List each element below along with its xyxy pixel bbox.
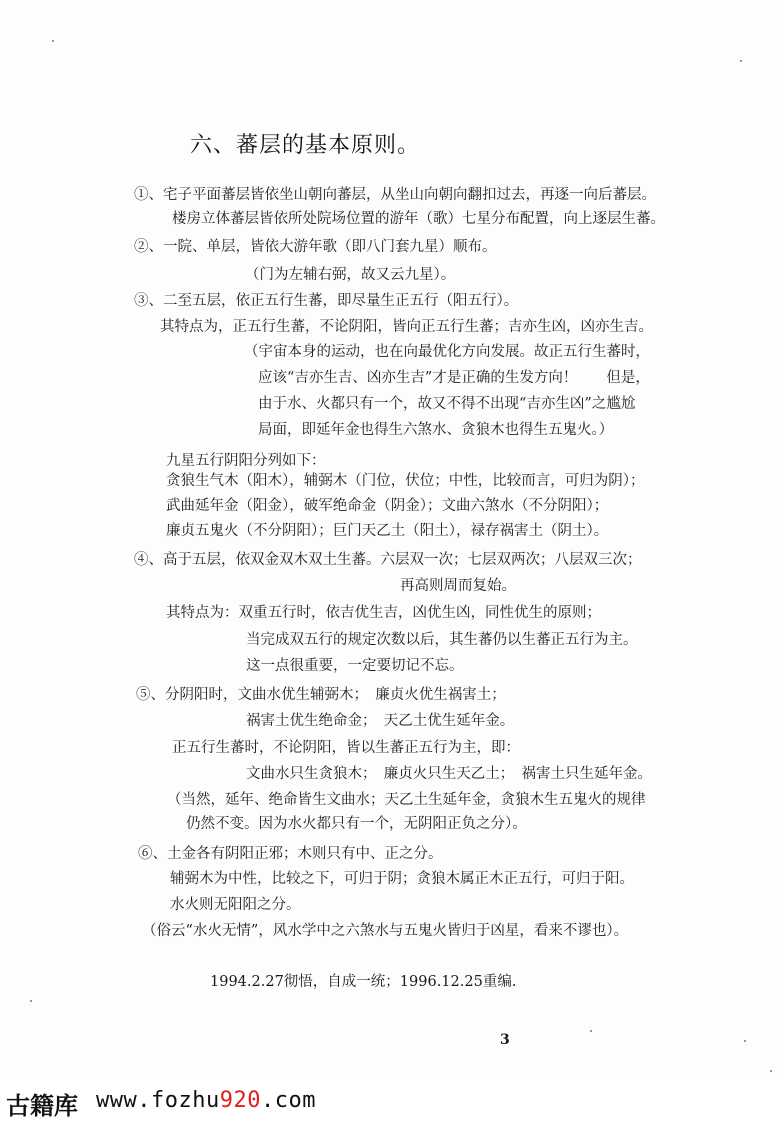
watermark-url-prefix: www.fozhu <box>96 1088 220 1113</box>
text-line: 其特点为：双重五行时，依吉优生吉，凶优生凶，同性优生的原则； <box>166 605 601 621</box>
text-line: ③、二至五层，依正五行生蕃，即尽量生正五行（阳五行）。 <box>134 293 519 309</box>
text-line: 仍然不变。因为水火都只有一个，无阴阳正负之分）。 <box>186 816 527 832</box>
text-line: 廉贞五鬼火（不分阴阳）；巨门天乙土（阳土），禄存祸害土（阴土）。 <box>166 523 609 539</box>
scan-speck <box>52 40 54 42</box>
text-line: 九星五行阴阳分列如下： <box>166 453 326 469</box>
watermark-url-suffix: .com <box>260 1088 316 1113</box>
watermark-url[interactable] <box>96 1088 316 1113</box>
text-line: 楼房立体蕃层皆依所处院场位置的游年（歌）七星分布配置，向上逐层生蕃。 <box>172 211 665 227</box>
text-line: 局面，即延年金也得生六煞水、贪狼木也得生五鬼火。） <box>258 422 614 438</box>
text-line: 这一点很重要，一定要切记不忘。 <box>246 658 464 674</box>
text-line: ①、宅子平面蕃层皆依坐山朝向蕃层，从坐山向朝向翻扣过去，再逐一向后蕃层。 <box>134 187 656 203</box>
text-line: 再高则周而复始。 <box>400 578 516 594</box>
text-line: 贪狼生气木（阳木），辅弼木（门位，伏位；中性，比较而言，可归为阴）； <box>166 473 645 489</box>
text-line: 水火则无阳阳之分。 <box>170 897 301 913</box>
scan-speck <box>770 1070 772 1072</box>
text-line: 武曲延年金（阳金），破军绝命金（阴金）；文曲六煞水（不分阴阳）； <box>166 498 609 514</box>
text-line: 文曲水只生贪狼木； 廉贞火只生天乙土； 祸害土只生延年金。 <box>246 766 652 782</box>
text-line: 正五行生蕃时，不论阴阳，皆以生蕃正五行为主，即： <box>172 740 520 756</box>
footer-date: 1994.2.27彻悟，自成一统；1996.12.25重编. <box>210 974 517 990</box>
text-line: 应该“吉亦生吉、凶亦生吉”才是正确的生发方向！ 但是， <box>258 370 650 386</box>
text-line: （宇宙本身的运动，也在向最优化方向发展。故正五行生蕃时， <box>244 344 650 360</box>
text-line: ④、高于五层，依双金双木双土生蕃。六层双一次；七层双两次；八层双三次； <box>134 552 642 568</box>
text-line: ②、一院、单层，皆依大游年歌（即八门套九星）顺布。 <box>134 239 497 255</box>
text-line: 辅弼木为中性，比较之下，可归于阴；贪狼木属正木正五行，可归于阳。 <box>170 871 634 887</box>
page-title: 六、蕃层的基本原则。 <box>190 133 421 158</box>
text-line: 由于水、火都只有一个，故又不得不出现“吉亦生凶”之尴尬 <box>258 396 636 412</box>
text-line: 祸害土优生绝命金； 天乙土优生延年金。 <box>246 713 515 729</box>
text-line: （当然，延年、绝命皆生文曲水；天乙土生延年金，贪狼木生五鬼火的规律 <box>167 792 646 808</box>
text-line: （门为左辅右弼，故又云九星）。 <box>245 267 456 283</box>
text-line: 当完成双五行的规定次数以后，其生蕃仍以生蕃正五行为主。 <box>246 632 638 648</box>
text-line: ⑥、土金各有阴阳正邪；木则只有中、正之分。 <box>138 846 443 862</box>
scan-speck <box>740 60 742 62</box>
page-number: 3 <box>500 1032 510 1048</box>
text-line: 其特点为，正五行生蕃，不论阴阳，皆向正五行生蕃；吉亦生凶，凶亦生吉。 <box>160 319 653 335</box>
text-line: （俗云“水火无情”，风水学中之六煞水与五鬼火皆归于凶星，看来不谬也）。 <box>142 923 629 939</box>
watermark-site-name: 古籍库 <box>6 1092 78 1120</box>
scan-speck <box>30 1000 32 1002</box>
watermark-url-number: 920 <box>219 1088 261 1113</box>
text-line: ⑤、分阴阳时，文曲水优生辅弼木； 廉贞火优生祸害土； <box>136 687 506 703</box>
scan-speck <box>744 1040 746 1042</box>
scan-speck <box>590 1030 592 1032</box>
watermark-bar <box>0 1080 783 1122</box>
